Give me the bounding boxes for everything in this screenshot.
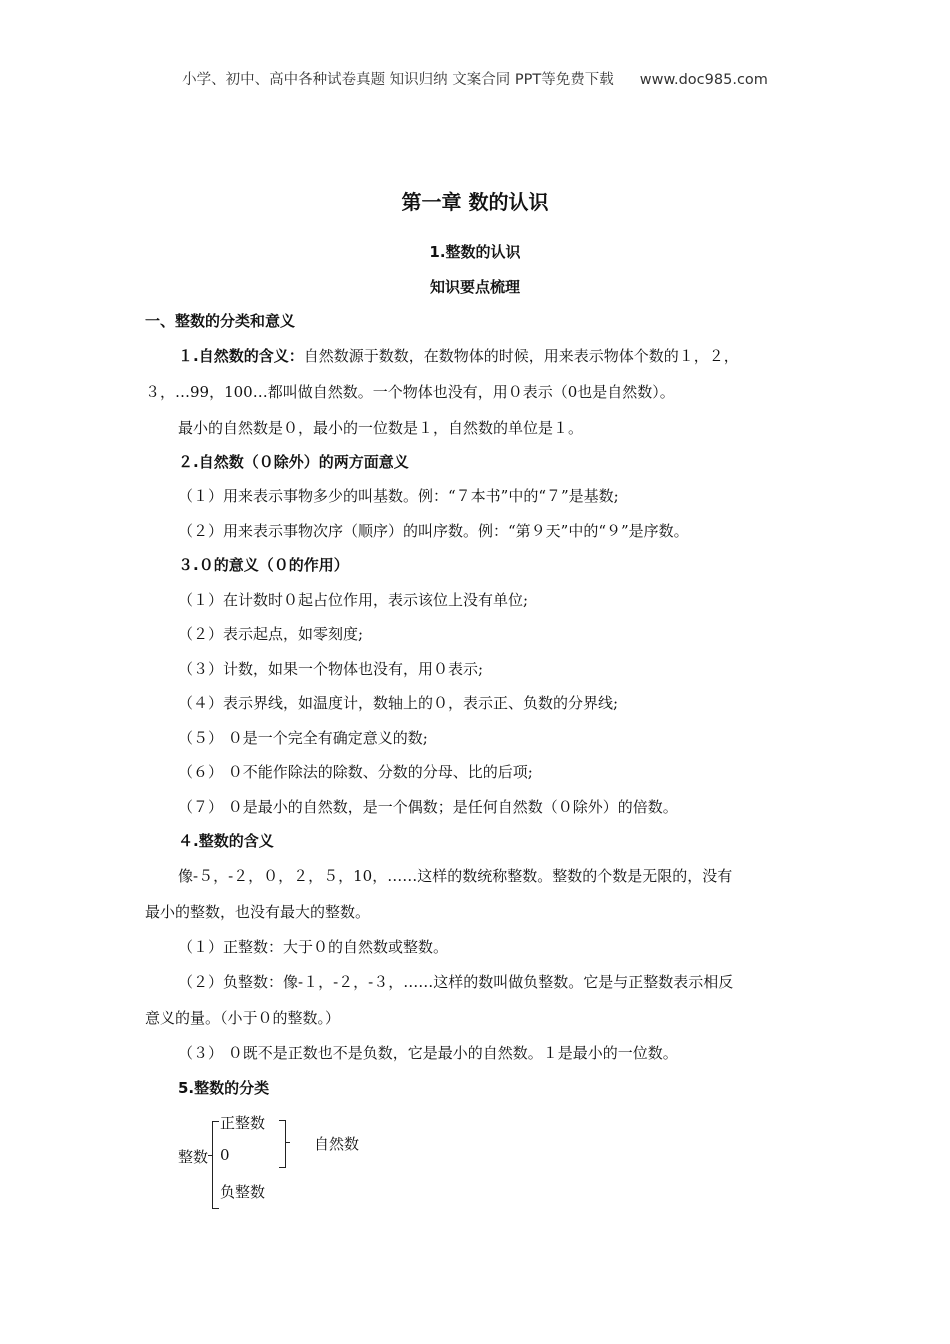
left-brace-tip: [208, 1155, 213, 1156]
right-brace-tip: [285, 1142, 290, 1143]
subsection-title: 知识要点梳理: [429, 278, 520, 296]
p4-line1: 像-５，-２，０，２，５，10，……这样的数统称整数。整数的个数是无限的，没有: [178, 867, 733, 885]
p4-item-1: （１）正整数：大于０的自然数或整数。: [178, 938, 449, 956]
p5-heading: 5.整数的分类: [178, 1079, 270, 1097]
p2-item-2: （２）用来表示事物次序（顺序）的叫序数。例：“第９天”中的“９”是序数。: [178, 522, 689, 540]
p3-item-2: （２）表示起点，如零刻度;: [178, 625, 364, 643]
p3-item-7: （７） ０是最小的自然数，是一个偶数；是任何自然数（０除外）的倍数。: [178, 798, 678, 816]
right-brace: [279, 1120, 286, 1168]
p4-line2: 最小的整数，也没有最大的整数。: [145, 903, 371, 921]
tree-branch-negative: 负整数: [220, 1183, 266, 1201]
p4-heading: ４.整数的含义: [178, 832, 274, 850]
section-title: 1.整数的认识: [429, 243, 521, 261]
p4-item-3: （３） ０既不是正数也不是负数，它是最小的自然数。１是最小的一位数。: [178, 1044, 678, 1062]
header-text: 小学、初中、高中各种试卷真题 知识归纳 文案合同 PPT等免费下载: [182, 72, 614, 88]
tree-branch-zero: 0: [220, 1146, 230, 1164]
p1-label: １.自然数的含义：: [178, 347, 304, 365]
chapter-title: 第一章 数的认识: [401, 190, 549, 214]
p3-item-5: （５） ０是一个完全有确定意义的数;: [178, 729, 428, 747]
part1-heading: 一、整数的分类和意义: [145, 312, 296, 330]
p1-line3: 最小的自然数是０，最小的一位数是１，自然数的单位是１。: [178, 419, 584, 437]
p3-item-3: （３）计数，如果一个物体也没有，用０表示;: [178, 660, 484, 678]
p1-line1: [178, 345, 848, 367]
tree-root: 整数: [178, 1148, 209, 1166]
p4-item-2-line2: 意义的量。（小于０的整数。）: [145, 1009, 341, 1027]
tree-group-label: 自然数: [314, 1135, 360, 1153]
p3-item-1: （１）在计数时０起占位作用，表示该位上没有单位;: [178, 591, 529, 609]
p1-line2: ３，…99，100…都叫做自然数。一个物体也没有，用０表示（0也是自然数）。: [145, 383, 675, 401]
p2-heading: ２.自然数（０除外）的两方面意义: [178, 453, 409, 471]
p1-text1: 自然数源于数数，在数物体的时候，用来表示物体个数的１，２，: [303, 347, 739, 365]
page-header: [0, 68, 950, 89]
p3-item-4: （４）表示界线，如温度计，数轴上的０，表示正、负数的分界线;: [178, 694, 619, 712]
p3-heading: ３.０的意义（０的作用）: [178, 556, 349, 574]
p3-item-6: （６） ０不能作除法的除数、分数的分母、比的后项;: [178, 763, 533, 781]
tree-branch-positive: 正整数: [220, 1114, 266, 1132]
left-brace: [212, 1121, 219, 1209]
p4-item-2-line1: （２）负整数：像-１，-２，-３，……这样的数叫做负整数。它是与正整数表示相反: [178, 973, 734, 991]
header-url[interactable]: www.doc985.com: [639, 72, 768, 88]
p2-item-1: （１）用来表示事物多少的叫基数。例：“７本书”中的“７”是基数;: [178, 487, 619, 505]
